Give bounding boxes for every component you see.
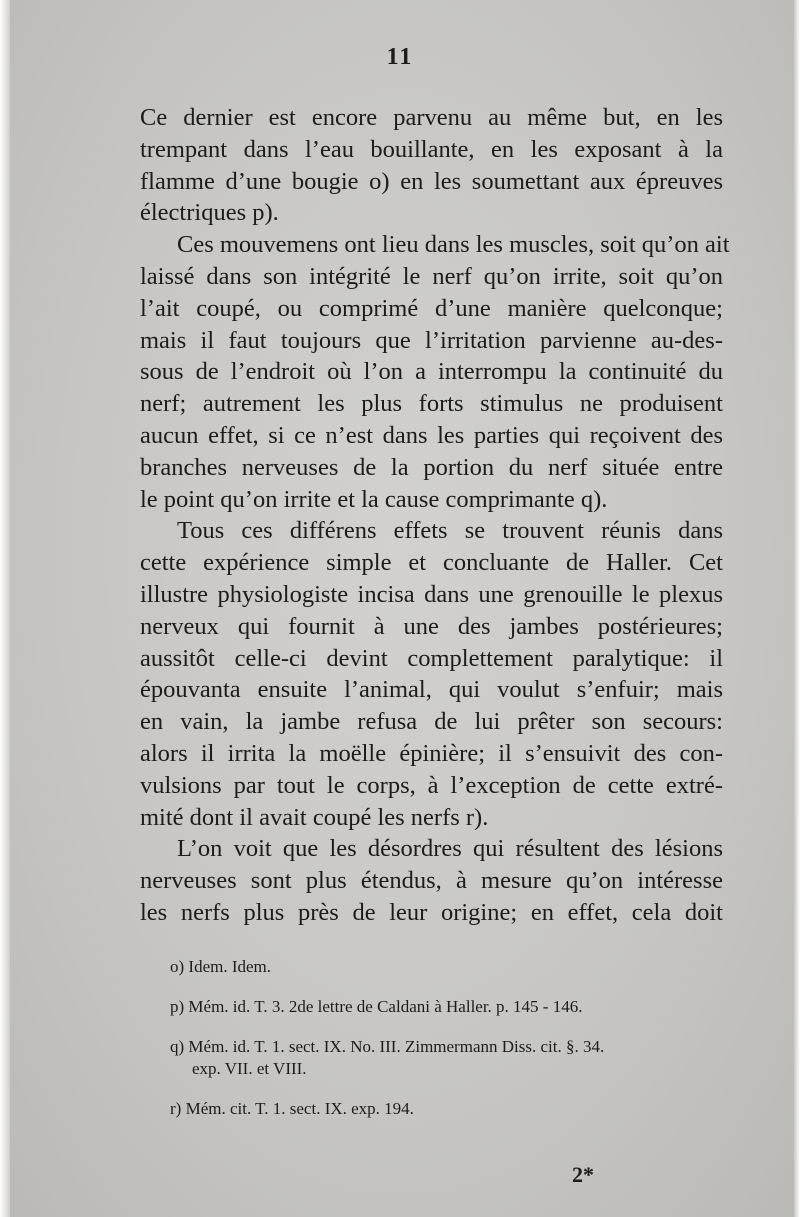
page-left-edge (0, 0, 10, 1217)
text-line: cette expérience simple et concluante de Haller. Cet (140, 549, 723, 577)
text-line: trempant dans l’eau bouillante, en les exposant à la (140, 135, 723, 163)
text-line: sous de l’endroit où l’on a interrompu la continuité du (140, 358, 723, 386)
text-line: nerveuses sont plus étendus, à mesure qu’on intéresse (140, 867, 723, 895)
paragraph-start-line: L’on voit que les désordres qui résultent des lésions (177, 835, 723, 863)
footnote-o: o) Idem. Idem. (170, 957, 272, 976)
paragraph-start-line: Ces mouvemens ont lieu dans les muscles, soit qu’on ait (177, 231, 730, 259)
text-line: mais il faut toujours que l’irritation parvienne au-des- (140, 326, 723, 354)
text-line: en vain, la jambe refusa de lui prêter son secours: (140, 708, 723, 736)
footnotes (170, 956, 730, 1120)
text-line: laissé dans son intégrité le nerf qu’on irrite, soit qu’on (140, 262, 723, 290)
text-line: les nerfs plus près de leur origine; en effet, cela doit (140, 898, 723, 926)
text-line: flamme d’une bougie o) en les soumettant aux épreuves (140, 167, 723, 195)
page-number: 11 (386, 44, 414, 70)
text-line: épouvanta ensuite l’animal, qui voulut s’enfuir; mais (140, 676, 723, 704)
paragraph-start-line: Tous ces différens effets se trouvent réunis dans (177, 517, 723, 545)
text-line: mité dont il avait coupé les nerfs r). (140, 803, 489, 831)
text-line: nerveux qui fournit à une des jambes postérieures; (140, 612, 723, 640)
text-line: illustre physiologiste incisa dans une grenouille le plexus (140, 580, 723, 608)
footnote-p: p) Mém. id. T. 3. 2de lettre de Caldani à Haller. p. 145 - 146. (170, 997, 583, 1016)
body-text (140, 102, 730, 929)
text-line: le point qu’on irrite et la cause comprimante q). (140, 485, 608, 513)
text-line: alors il irrita la moëlle épinière; il s’ensuivit des con- (140, 739, 723, 767)
text-line: l’ait coupé, ou comprimé d’une manière quelconque; (140, 294, 723, 322)
footnote-r: r) Mém. cit. T. 1. sect. IX. exp. 194. (170, 1099, 414, 1118)
footnote-q: q) Mém. id. T. 1. sect. IX. No. III. Zimmermann Diss. cit. §. 34. (170, 1037, 605, 1056)
text-line: aussitôt celle-ci devint complettement paralytique: il (140, 644, 723, 672)
page-right-edge (794, 0, 800, 1217)
footnote-q-continuation: exp. VII. et VIII. (192, 1059, 307, 1078)
signature-mark: 2* (572, 1162, 594, 1187)
text-line: Ce dernier est encore parvenu au même but, en les (140, 104, 723, 131)
text-line: vulsions par tout le corps, à l’exception de cette extré- (140, 771, 723, 799)
text-line: branches nerveuses de la portion du nerf située entre (140, 453, 723, 481)
text-line: nerf; autrement les plus forts stimulus ne produisent (140, 390, 723, 418)
text-line: aucun effet, si ce n’est dans les parties qui reçoivent des (140, 421, 723, 449)
text-line: électriques p). (140, 199, 279, 227)
